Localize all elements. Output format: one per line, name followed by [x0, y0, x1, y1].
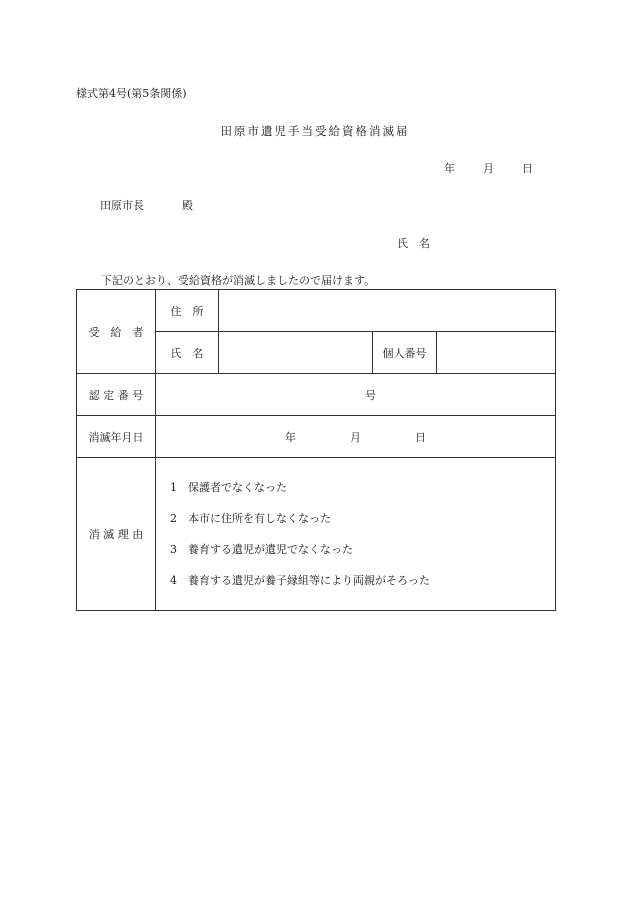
termination-month-label: 月: [350, 430, 361, 444]
reason-option[interactable]: [170, 565, 555, 596]
termination-date-field[interactable]: [156, 416, 556, 458]
cert-number-row: [77, 374, 556, 416]
date-year-label: 年: [444, 162, 455, 175]
form-number: 様式第4号(第5条関係): [76, 87, 187, 100]
reason-row: [77, 458, 556, 611]
termination-date-label: 消滅年月日: [77, 416, 156, 458]
cert-number-field[interactable]: [156, 374, 556, 416]
recipient-label: 受 給 者: [77, 290, 156, 374]
lead-text: 下記のとおり、受給資格が消滅しましたので届けます。: [101, 274, 376, 287]
termination-day-label: 日: [415, 430, 426, 444]
reason-list: [156, 458, 556, 611]
termination-date-row: [77, 416, 556, 458]
cert-number-label: 認 定 番 号: [77, 374, 156, 416]
date-day-label: 日: [522, 162, 533, 175]
applicant-name-label: 氏 名: [397, 237, 430, 250]
reason-option[interactable]: [170, 534, 555, 565]
addressee-name: 田原市長: [100, 199, 144, 212]
termination-year-label: 年: [285, 430, 296, 444]
reason-number: 2: [170, 512, 177, 525]
reason-text: 養育する遺児が遺児でなくなった: [188, 543, 353, 556]
name-field[interactable]: [219, 332, 373, 374]
reason-number: 3: [170, 543, 177, 556]
reason-text: 養育する遺児が養子縁組等により両親がそろった: [188, 574, 430, 587]
reason-text: 保護者でなくなった: [188, 481, 287, 494]
date-month-label: 月: [483, 162, 494, 175]
submission-date: [444, 160, 533, 176]
notification-form-table: [76, 289, 556, 611]
cert-number-suffix: 号: [365, 388, 376, 402]
personal-number-label: 個人番号: [373, 332, 437, 374]
address-row: [77, 290, 556, 332]
honorific: 殿: [182, 199, 193, 212]
reason-option[interactable]: [170, 503, 555, 534]
reason-number: 1: [170, 481, 177, 494]
reason-option[interactable]: [170, 472, 555, 503]
name-label: 氏 名: [156, 332, 219, 374]
form-title: 田原市遺児手当受給資格消滅届: [220, 124, 410, 138]
address-field[interactable]: [219, 290, 556, 332]
reason-label: 消 滅 理 由: [77, 458, 156, 611]
reason-number: 4: [170, 574, 177, 587]
address-label: 住 所: [156, 290, 219, 332]
reason-text: 本市に住所を有しなくなった: [188, 512, 331, 525]
addressee: [100, 197, 193, 213]
personal-number-field[interactable]: [437, 332, 556, 374]
